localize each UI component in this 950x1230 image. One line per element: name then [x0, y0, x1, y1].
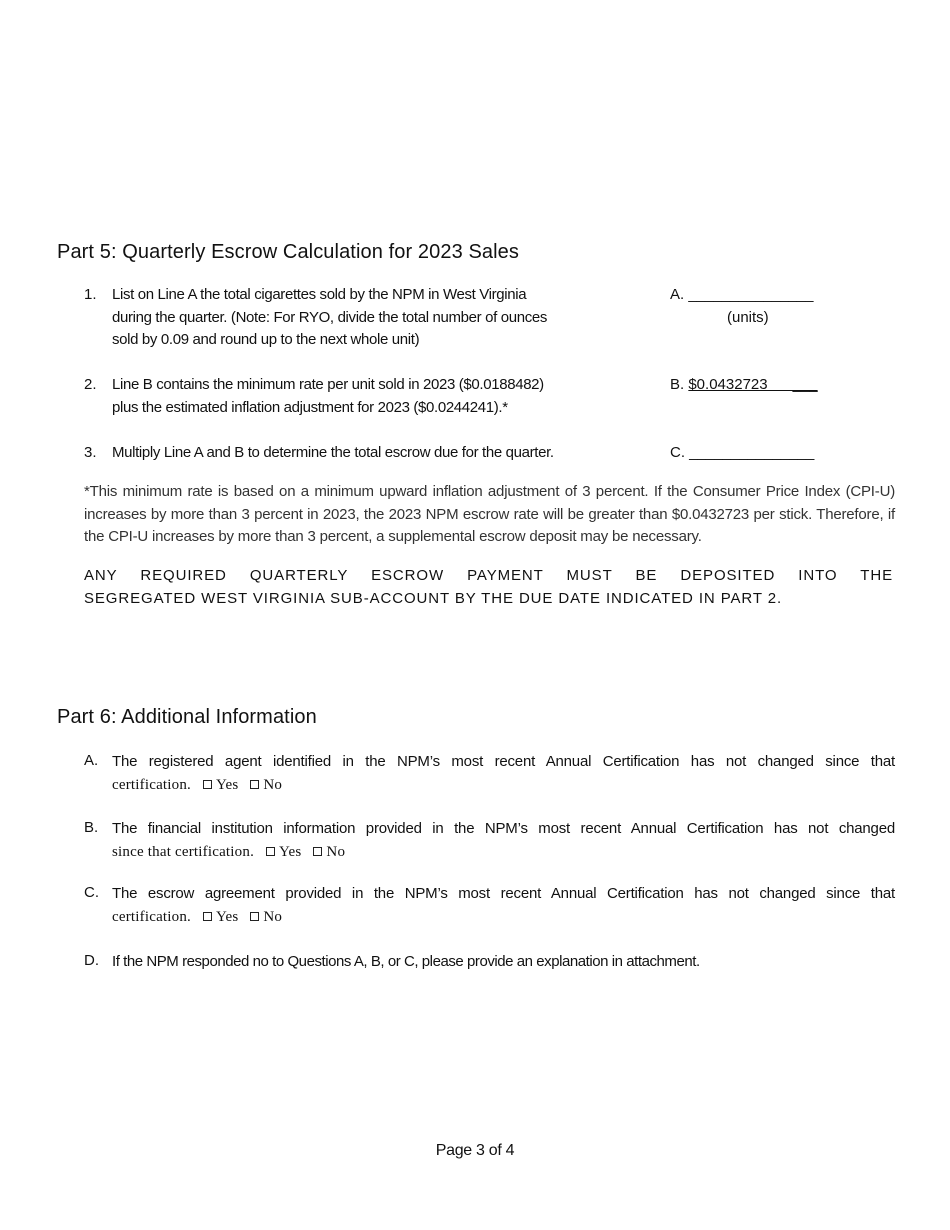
question-a-no-checkbox[interactable]: [250, 780, 259, 789]
question-c: [112, 882, 895, 929]
line-b-field: [670, 376, 818, 393]
item-3-text: [112, 442, 554, 465]
escrow-deposit-notice: [84, 565, 893, 610]
question-d: [112, 950, 895, 973]
question-a-yes-label: Yes: [215, 777, 239, 793]
item-1-line-3: sold by 0.09 and round up to the next whole unit): [112, 331, 420, 348]
item-1-text: [112, 284, 547, 352]
question-c-letter: C.: [84, 884, 99, 901]
question-a: [112, 750, 895, 797]
question-a-text-cont: certification.: [112, 777, 192, 793]
question-a-letter: A.: [84, 752, 99, 769]
line-b-value: $0.0432723 ___: [688, 376, 818, 393]
line-a-field[interactable]: A. _______________: [670, 286, 814, 303]
question-b: [112, 817, 895, 864]
item-1-line-1: List on Line A the total cigarettes sold by the NPM in West Virginia: [112, 286, 527, 303]
item-3-line-1: Multiply Line A and B to determine the total escrow due for the quarter.: [112, 444, 554, 461]
question-d-text: If the NPM responded no to Questions A, B, or C, please provide an explanation in attachment.: [112, 953, 700, 970]
question-c-yes-label: Yes: [215, 909, 239, 925]
question-a-no-label: No: [263, 777, 283, 793]
notice-line-1: ANY REQUIRED QUARTERLY ESCROW PAYMENT MUST BE DEPOSITED INTO THE: [84, 567, 893, 584]
question-d-letter: D.: [84, 952, 99, 969]
question-c-text-cont: certification.: [112, 909, 192, 925]
question-c-no-checkbox[interactable]: [250, 912, 259, 921]
item-1-line-2: during the quarter. (Note: For RYO, divide the total number of ounces: [112, 308, 547, 326]
question-a-yes-checkbox[interactable]: [203, 780, 212, 789]
question-c-no-label: No: [263, 909, 283, 925]
question-b-no-checkbox[interactable]: [313, 847, 322, 856]
question-c-text: The escrow agreement provided in the NPM’s most recent Annual Certification has not changed since that: [112, 885, 895, 902]
question-b-no-label: No: [326, 844, 346, 860]
question-b-letter: B.: [84, 819, 99, 836]
item-2-line-2: plus the estimated inflation adjustment for 2023 ($0.0244241).*: [112, 398, 508, 416]
question-b-yes-label: Yes: [279, 844, 302, 860]
notice-line-2: SEGREGATED WEST VIRGINIA SUB-ACCOUNT BY THE DUE DATE INDICATED IN PART 2.: [84, 589, 783, 607]
part5-title: Part 5: Quarterly Escrow Calculation for 2023 Sales: [57, 241, 519, 263]
item-3-number: 3.: [84, 444, 97, 461]
question-a-text: The registered agent identified in the NPM’s most recent Annual Certification has not changed since that: [112, 753, 895, 770]
line-c-field[interactable]: C. _______________: [670, 444, 815, 461]
rate-footnote: *This minimum rate is based on a minimum upward inflation adjustment of 3 percent. If the Consumer Price Index (CPI-U) increases by more than 3 percent in 2023, the 2023 NPM escrow rate will be greater than $0.0432723 per stick. Therefore, if the CPI-U increases by more than 3 percent, a supplemental escrow deposit may be necessary.: [84, 483, 895, 545]
item-2-text: [112, 374, 544, 419]
item-1-number: 1.: [84, 286, 97, 303]
question-c-yes-checkbox[interactable]: [203, 912, 212, 921]
question-b-text: The financial institution information provided in the NPM’s most recent Annual Certification has not changed: [112, 820, 895, 837]
part6-title: Part 6: Additional Information: [57, 706, 317, 728]
line-b-prefix: B.: [670, 376, 689, 393]
question-b-text-cont: since that certification.: [112, 844, 255, 860]
line-a-units-label: (units): [727, 309, 769, 326]
item-2-line-1: Line B contains the minimum rate per unit sold in 2023 ($0.0188482): [112, 376, 544, 393]
page-number: Page 3 of 4: [435, 1142, 515, 1159]
item-2-number: 2.: [84, 376, 97, 393]
question-b-yes-checkbox[interactable]: [266, 847, 275, 856]
